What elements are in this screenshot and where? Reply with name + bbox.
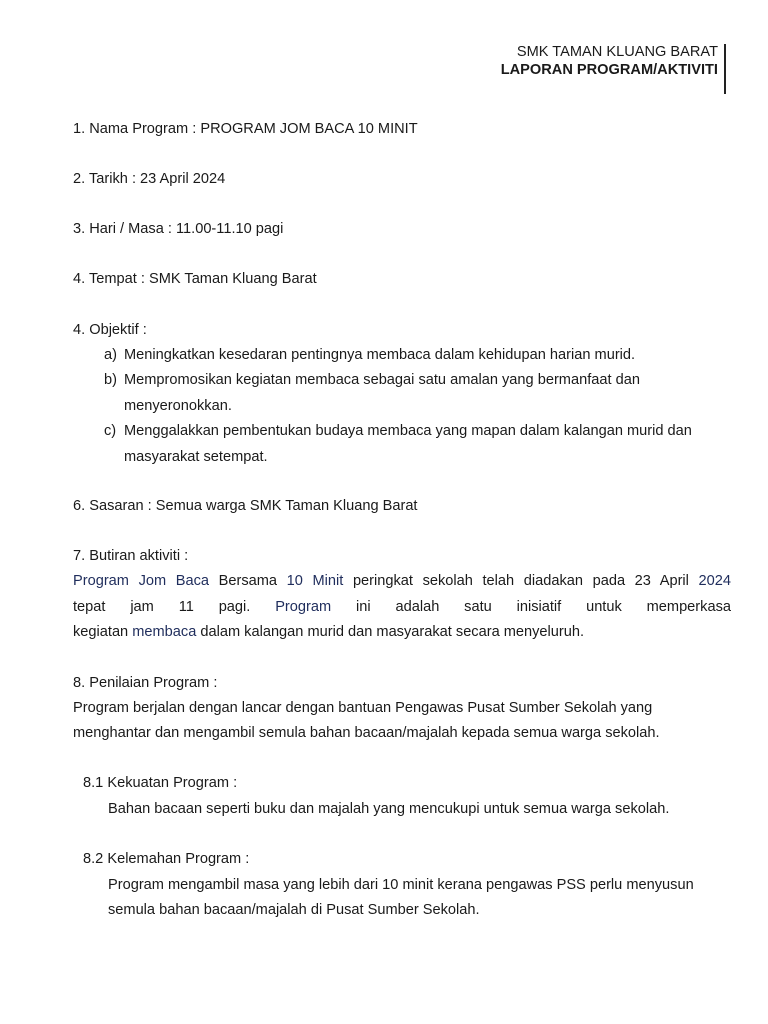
butiran-highlight: Program Jom Baca bbox=[73, 573, 210, 589]
butiran-row-3 bbox=[73, 620, 731, 646]
butiran-text: ini adalah satu inisiatif untuk memperkasa bbox=[331, 598, 731, 615]
field-nama-program: 1. Nama Program : PROGRAM JOM BACA 10 MINIT bbox=[73, 121, 418, 137]
butiran-text: Bersama bbox=[209, 573, 287, 589]
field-tempat: 4. Tempat : SMK Taman Kluang Barat bbox=[73, 271, 317, 287]
objektif-text: Mempromosikan kegiatan membaca sebagai satu amalan yang bermanfaat dan bbox=[124, 372, 640, 388]
butiran-text: kegiatan bbox=[73, 624, 133, 640]
butiran-row-1 bbox=[73, 569, 731, 595]
butiran-text: dalam kalangan murid dan masyarakat secara menyeluruh. bbox=[196, 624, 585, 640]
butiran-text: peringkat sekolah telah diadakan pada 23 April bbox=[343, 573, 699, 589]
kelemahan-line-1: Program mengambil masa yang lebih dari 10 minit kerana pengawas PSS perlu menyusun bbox=[108, 877, 694, 893]
objektif-item-c bbox=[104, 419, 692, 445]
kelemahan-heading: 8.2 Kelemahan Program : bbox=[83, 851, 250, 867]
school-name: SMK TAMAN KLUANG BARAT bbox=[516, 44, 718, 60]
kekuatan-heading: 8.1 Kekuatan Program : bbox=[83, 775, 238, 791]
butiran-text: tepat jam 11 pagi. bbox=[73, 598, 276, 615]
list-marker: b) bbox=[104, 372, 117, 388]
butiran-highlight: 10 Minit bbox=[286, 573, 344, 589]
header-vertical-rule bbox=[724, 44, 726, 94]
field-tarikh: 2. Tarikh : 23 April 2024 bbox=[73, 171, 226, 187]
document-header bbox=[501, 43, 718, 79]
penilaian-line-1: Program berjalan dengan lancar dengan bantuan Pengawas Pusat Sumber Sekolah yang bbox=[73, 700, 653, 716]
objektif-item-b bbox=[104, 368, 640, 394]
field-sasaran: 6. Sasaran : Semua warga SMK Taman Kluang Barat bbox=[73, 498, 418, 514]
list-marker: a) bbox=[104, 347, 117, 363]
butiran-row-2 bbox=[73, 595, 731, 621]
kelemahan-line-2: semula bahan bacaan/majalah di Pusat Sumber Sekolah. bbox=[108, 902, 480, 918]
objektif-item-b-cont: menyeronokkan. bbox=[124, 398, 232, 414]
penilaian-heading: 8. Penilaian Program : bbox=[73, 675, 218, 691]
penilaian-line-2: menghantar dan mengambil semula bahan bacaan/majalah kepada semua warga sekolah. bbox=[73, 725, 660, 741]
butiran-highlight: membaca bbox=[132, 624, 197, 640]
field-objektif-heading: 4. Objektif : bbox=[73, 322, 147, 338]
kekuatan-line-1: Bahan bacaan seperti buku dan majalah yang mencukupi untuk semua warga sekolah. bbox=[108, 801, 670, 817]
butiran-paragraph bbox=[73, 569, 731, 646]
butiran-highlight: Program bbox=[275, 598, 332, 615]
butiran-heading: 7. Butiran aktiviti : bbox=[73, 548, 189, 564]
objektif-item-a bbox=[104, 343, 635, 369]
objektif-text: Menggalakkan pembentukan budaya membaca yang mapan dalam kalangan murid dan bbox=[124, 423, 692, 439]
butiran-highlight: 2024 bbox=[698, 573, 732, 589]
list-marker: c) bbox=[104, 423, 117, 439]
objektif-text: Meningkatkan kesedaran pentingnya membaca dalam kehidupan harian murid. bbox=[124, 347, 636, 363]
report-title: LAPORAN PROGRAM/AKTIVITI bbox=[500, 62, 718, 78]
field-hari-masa: 3. Hari / Masa : 11.00-11.10 pagi bbox=[73, 221, 284, 237]
objektif-item-c-cont: masyarakat setempat. bbox=[124, 449, 268, 465]
